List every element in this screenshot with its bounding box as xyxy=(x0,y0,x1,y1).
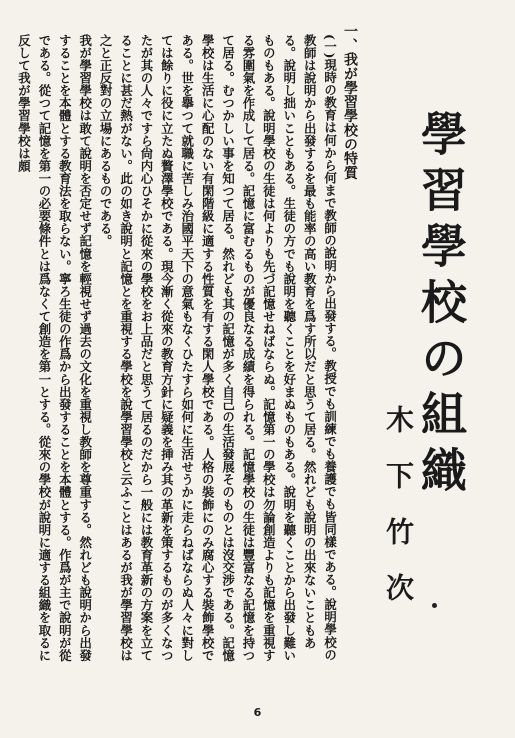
page-number: 6 xyxy=(253,706,262,719)
ink-dot xyxy=(432,603,437,608)
section-heading: 一、我が學習學校の特質 xyxy=(342,24,358,180)
page-title: 學習學校の組織 xyxy=(414,110,468,502)
author-name: 木下竹次 xyxy=(382,405,415,629)
paragraph: (一)現時の教育は何から何まで教師の說明から出發する。教授でも訓練でも養護でも皆同樣である。說明學校の教師は說明から出發するを最も能率の高い教育を爲す所以だと思うて居る。然れども說明の出來ないこともある。說明し拙いこともある。生徒の方でも說明を聽くことを好まぬものもある。說明を聽くことから出發し難いものもある。說明學校の生徒は何よりも先づ記憶せねばならぬ。記憶第一の學校は勿論創造よりも記憶を重視する雰圍氣を作成して居る。記憶に富むるものが優良なる成績を得られる。記憶學校の生徒は豐富なる記憶を持つて居る。むつかしい事を知つて居る。然れども其の記憶が多く自己の生活發展そのものとは沒交涉である。記憶學校は生活に心配のない有閑階級に適する性質を有する閑人學校である。人格の裝飾にのみ腐心する裝飾學校である。世を擧つて就職に苦しみ治國平天下の意氣もなくひたすら如何に生活せうかに走らねばならぬ人々に對しては餘りに役に立たぬ贅澤學校である。現今漸く從來の教育方針に疑義を挿み其の革新を策するものが多くなつたが其の人々ですら尙内心ひそかに從來の學校をお上品だと思うて居るのだから一般には教育革新の方案を立てることに甚だ熱がない。此の如き說明と記憶とを重視する學校を說學習學校と云ふことはあるが我が學習學校は之と正反對の立場にあるものである。 xyxy=(98,34,338,662)
paragraph: 我が學習學校は敢て說明を否定せず記憶を輕視せず過去の文化を重視し教師を尊重する。然れども說明から出發することを本體とする教育法を取らない。寧ろ生徒の作爲から出發することを本體とする。作爲が主で說明が從である。從つて記憶を第一の必要條件とは爲なくて創造を第一とする。從來の學校が說明に適する組織を取るに反して我が學習學校は頗 xyxy=(16,34,93,662)
body-text xyxy=(16,22,360,670)
